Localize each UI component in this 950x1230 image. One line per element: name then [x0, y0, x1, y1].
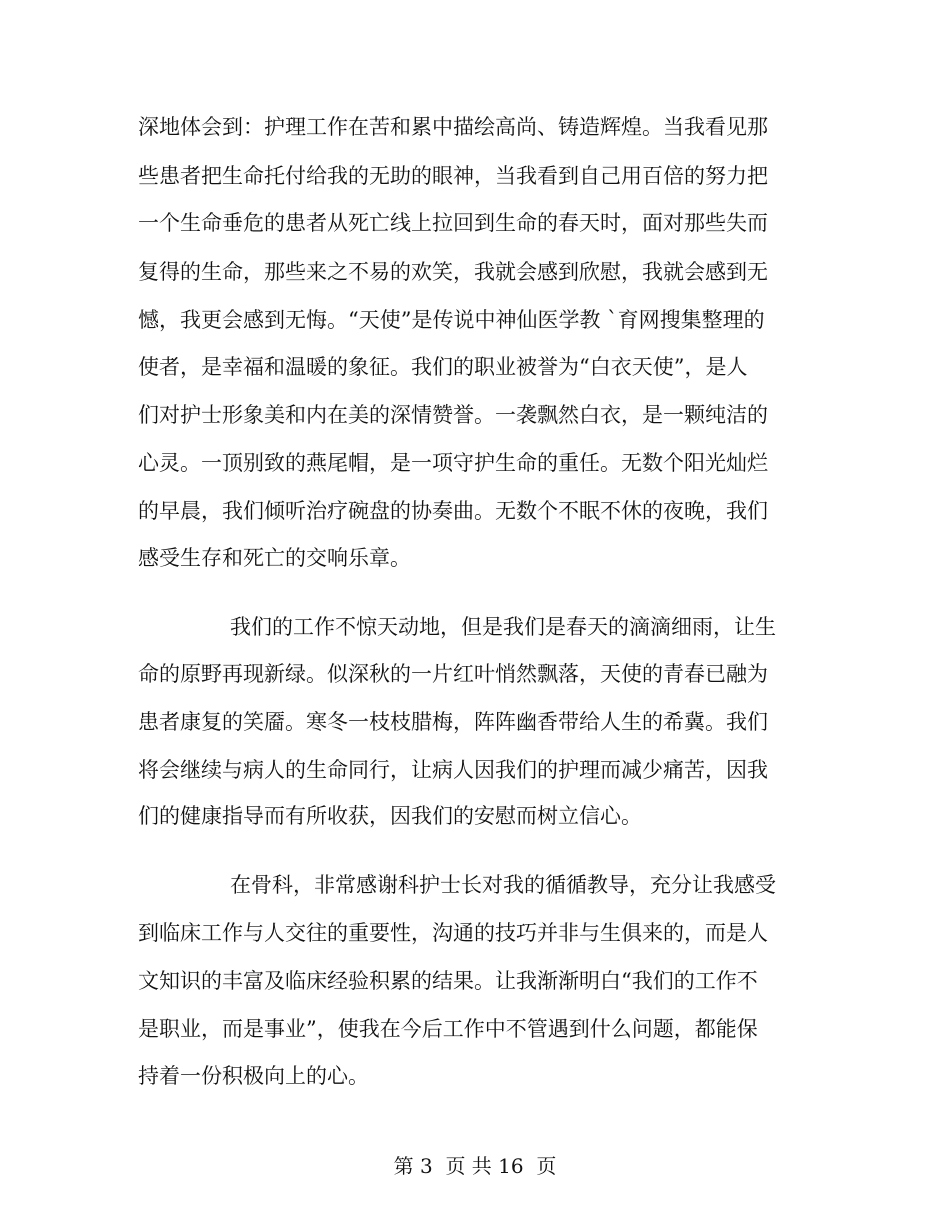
text-line: 们的健康指导而有所收获，因我们的安慰而树立信心。 [138, 804, 642, 828]
text-line: 的早晨，我们倾听治疗碗盘的协奏曲。无数个不眠不休的夜晚，我们 [138, 499, 768, 523]
text-line: 患者康复的笑靥。寒冬一枝枝腊梅，阵阵幽香带给人生的希冀。我们 [138, 710, 768, 734]
text-line: 深地体会到：护理工作在苦和累中描绘高尚、铸造辉煌。当我看见那 [138, 115, 768, 139]
text-line: 憾，我更会感到无悔。“天使”是传说中神仙医学教 `育网搜集整理的 [138, 308, 765, 332]
page-number: 第 3 页 共 16 页 [393, 1154, 557, 1178]
text-line: 们对护士形象美和内在美的深情赞誉。一袭飘然白衣，是一颗纯洁的 [138, 403, 768, 427]
text-line: 些患者把生命托付给我的无助的眼神，当我看到自己用百倍的努力把 [138, 164, 768, 188]
text-line: 心灵。一顶别致的燕尾帽，是一项守护生命的重任。无数个阳光灿烂 [138, 451, 768, 475]
text-line: 持着一份积极向上的心。 [138, 1064, 369, 1088]
text-line: 使者，是幸福和温暖的象征。我们的职业被誉为“白衣天使”，是人 [138, 355, 748, 379]
text-line: 感受生存和死亡的交响乐章。 [138, 546, 411, 570]
text-line: 复得的生命，那些来之不易的欢笑，我就会感到欣慰，我就会感到无 [138, 260, 768, 284]
text-line: 是职业，而是事业”，使我在今后工作中不管遇到什么问题，都能保 [138, 1017, 758, 1041]
text-line: 将会继续与病人的生命同行，让病人因我们的护理而减少痛苦，因我 [138, 758, 768, 782]
text-line: 命的原野再现新绿。似深秋的一片红叶悄然飘落，天使的青春已融为 [138, 662, 768, 686]
text-line: 我们的工作不惊天动地，但是我们是春天的滴滴细雨，让生 [230, 615, 776, 639]
text-line: 一个生命垂危的患者从死亡线上拉回到生命的春天时，面对那些失而 [138, 211, 768, 235]
text-line: 到临床工作与人交往的重要性，沟通的技巧并非与生俱来的，而是人 [138, 921, 768, 945]
text-line: 在骨科，非常感谢科护士长对我的循循教导，充分让我感受 [230, 873, 776, 897]
text-line: 文知识的丰富及临床经验积累的结果。让我渐渐明白“我们的工作不 [138, 969, 758, 993]
